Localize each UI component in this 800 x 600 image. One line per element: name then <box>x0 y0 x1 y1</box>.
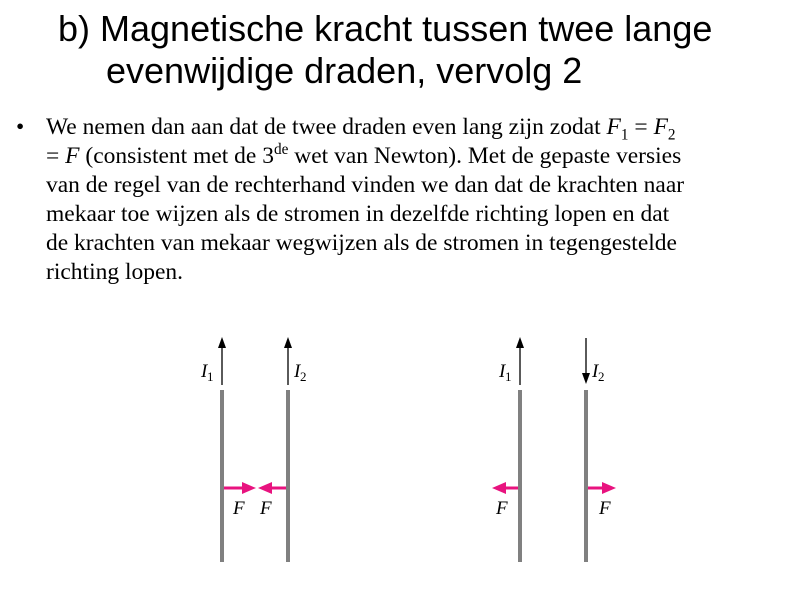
current-label-i2: I <box>294 361 301 382</box>
current-label-i2: I <box>592 361 599 382</box>
force-arrow-left <box>492 482 518 494</box>
line-1-text: We nemen dan aan dat de twee draden even lang zijn zodat <box>46 114 607 140</box>
current-arrow-i2 <box>284 337 292 385</box>
current-sub-1: 1 <box>207 369 214 384</box>
current-sub-2: 2 <box>598 369 605 384</box>
symbol-f1-subscript: 1 <box>620 126 629 144</box>
figure-antiparallel-currents <box>492 337 616 562</box>
figure-parallel-currents <box>200 337 307 562</box>
equals-sign: = <box>628 114 654 140</box>
paragraph-line-5: de krachten van mekaar wegwijzen als de stromen in tegengestelde <box>46 230 677 256</box>
force-arrow-right <box>588 482 616 494</box>
symbol-f2-subscript: 2 <box>667 126 676 144</box>
title-line-1: b) Magnetische kracht tussen twee lange <box>58 8 713 49</box>
force-label-wire-1: F <box>233 498 245 519</box>
line-2-text-a: (consistent met de 3 <box>79 143 274 169</box>
force-arrow-left <box>258 482 286 494</box>
bullet-symbol: • <box>16 114 25 140</box>
current-label-i1: I <box>201 361 208 382</box>
current-arrow-i1 <box>218 337 226 385</box>
current-arrow-i2-down <box>582 338 590 384</box>
symbol-f: F <box>65 143 80 169</box>
paragraph-line-6: richting lopen. <box>46 259 184 285</box>
current-label-i1: I <box>499 361 506 382</box>
current-sub-2: 2 <box>300 369 307 384</box>
title-line-2: evenwijdige draden, vervolg 2 <box>106 50 583 91</box>
force-label-wire-2: F <box>260 498 272 519</box>
force-arrow-right <box>224 482 256 494</box>
equals-sign-2: = <box>46 143 66 169</box>
force-label-wire-2: F <box>599 498 611 519</box>
paragraph-line-4: mekaar toe wijzen als de stromen in dezelfde richting lopen en dat <box>46 201 670 227</box>
symbol-f2: F <box>653 114 668 140</box>
symbol-f1: F <box>606 114 621 140</box>
ordinal-superscript: de <box>273 141 289 159</box>
current-arrow-i1 <box>516 337 524 385</box>
current-sub-1: 1 <box>505 369 512 384</box>
force-label-wire-1: F <box>496 498 508 519</box>
line-2-text-b: wet van Newton). Met de gepaste versies <box>288 143 682 169</box>
paragraph-line-3: van de regel van de rechterhand vinden we dan dat de krachten naar <box>46 172 685 198</box>
